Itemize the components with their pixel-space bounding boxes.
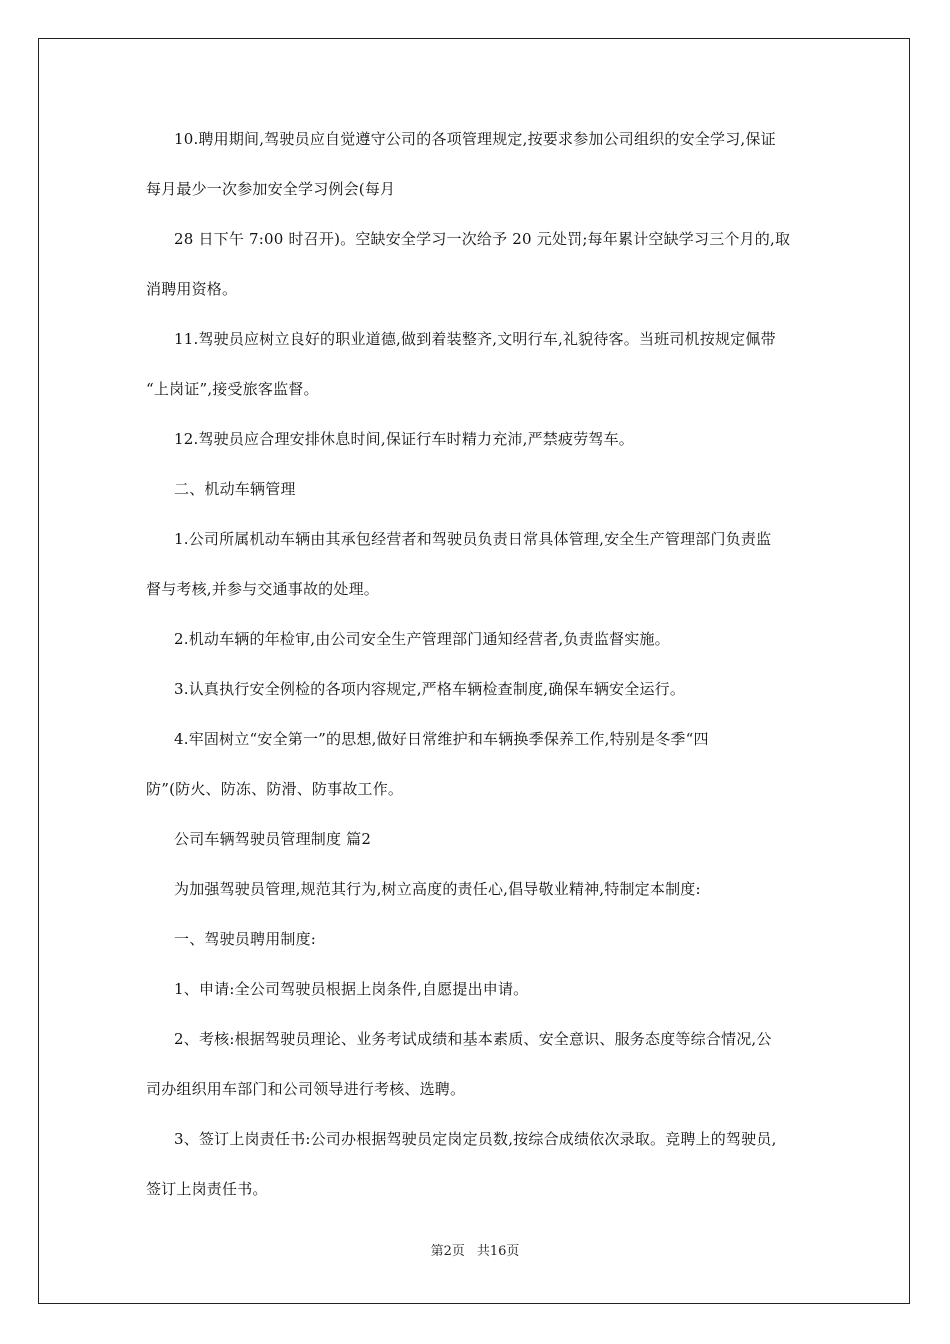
text-line: 1、申请:全公司驾驶员根据上岗条件,自愿提出申请。 xyxy=(174,980,529,998)
text-line: 为加强驾驶员管理,规范其行为,树立高度的责任心,倡导敬业精神,特制定本制度: xyxy=(174,880,701,898)
text-line: 2、考核:根据驾驶员理论、业务考试成绩和基本素质、安全意识、服务态度等综合情况,公 xyxy=(174,1030,772,1048)
text-line: 2.机动车辆的年检审,由公司安全生产管理部门通知经营者,负责监督实施。 xyxy=(174,630,670,648)
text-line: 11.驾驶员应树立良好的职业道德,做到着装整齐,文明行车,礼貌待客。当班司机按规定佩带 xyxy=(174,330,776,348)
section-heading: 二、机动车辆管理 xyxy=(174,480,296,498)
text-line: 12.驾驶员应合理安排休息时间,保证行车时精力充沛,严禁疲劳驾车。 xyxy=(174,430,634,448)
page-border xyxy=(38,38,910,1304)
page-footer xyxy=(0,1243,950,1261)
page-total: 共16页 xyxy=(476,1244,520,1259)
text-line: 签订上岗责任书。 xyxy=(146,1180,268,1198)
text-line: 10.聘用期间,驾驶员应自觉遵守公司的各项管理规定,按要求参加公司组织的安全学习,保证 xyxy=(174,130,776,148)
text-line: 1.公司所属机动车辆由其承包经营者和驾驶员负责日常具体管理,安全生产管理部门负责监 xyxy=(174,530,772,548)
text-line: “上岗证”,接受旅客监督。 xyxy=(146,380,319,398)
text-line: 28 日下午 7:00 时召开)。空缺安全学习一次给予 20 元处罚;每年累计空缺学习三个月的,取 xyxy=(174,230,791,248)
text-line: 司办组织用车部门和公司领导进行考核、选聘。 xyxy=(146,1080,466,1098)
section-heading: 一、驾驶员聘用制度: xyxy=(174,930,317,948)
text-line: 防”(防火、防冻、防滑、防事故工作。 xyxy=(146,780,404,798)
text-line: 3.认真执行安全例检的各项内容规定,严格车辆检查制度,确保车辆安全运行。 xyxy=(174,680,686,698)
text-line: 消聘用资格。 xyxy=(146,280,238,298)
text-line: 督与考核,并参与交通事故的处理。 xyxy=(146,580,379,598)
section-title: 公司车辆驾驶员管理制度 篇2 xyxy=(174,830,372,848)
text-line: 3、签订上岗责任书:公司办根据驾驶员定岗定员数,按综合成绩依次录取。竞聘上的驾驶员, xyxy=(174,1130,777,1148)
page-number: 第2页 xyxy=(430,1244,465,1259)
text-line: 4.牢固树立“安全第一”的思想,做好日常维护和车辆换季保养工作,特别是冬季“四 xyxy=(174,730,709,748)
text-line: 每月最少一次参加安全学习例会(每月 xyxy=(146,180,396,198)
